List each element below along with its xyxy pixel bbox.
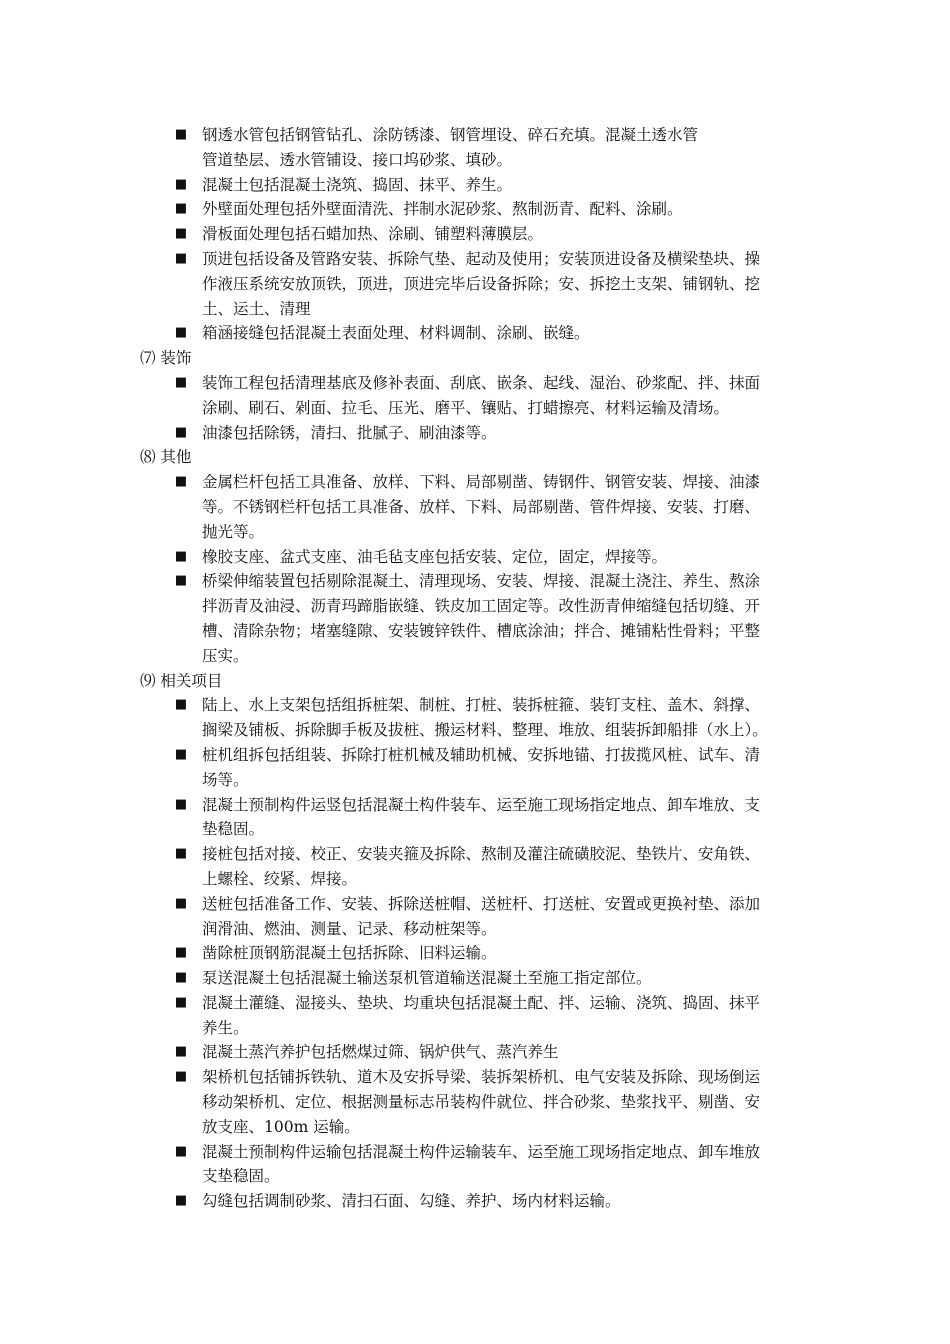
list-item-text: 勾缝包括调制砂浆、清扫石面、勾缝、养护、场内材料运输。 <box>202 1192 621 1211</box>
bullet-square-icon: ■ <box>174 746 188 762</box>
list-item-continuation: 土、运土、清理 <box>202 299 311 318</box>
list-item-text: 混凝土预制构件运输包括混凝土构件运输装车、运至施工现场指定地点、卸车堆放 <box>202 1142 761 1161</box>
list-item-text: 泵送混凝土包括混凝土输送泵机管道输送混凝土至施工指定部位。 <box>202 969 652 988</box>
list-item-text: 送桩包括准备工作、安装、拆除送桩帽、送桩杆、打送桩、安置或更换衬垫、添加 <box>202 894 761 913</box>
list-item-continuation: 压实。 <box>202 646 249 665</box>
list-item-continuation: 槽、清除杂物；堵塞缝隙、安装镀锌铁件、槽底涂油；拌合、摊铺粘性骨料；平整 <box>202 621 761 640</box>
list-item-text: 滑板面处理包括石蜡加热、涂刷、铺塑料薄膜层。 <box>202 225 544 244</box>
list-item-text: 混凝土蒸汽养护包括燃煤过筛、锅炉供气、蒸汽养生 <box>202 1043 559 1062</box>
document-body <box>140 123 820 1214</box>
list-item-text: 混凝土包括混凝土浇筑、捣固、抹平、养生。 <box>202 175 513 194</box>
bullet-square-icon: ■ <box>174 846 188 862</box>
bullet-square-icon: ■ <box>174 895 188 911</box>
bullet-square-icon: ■ <box>174 424 188 440</box>
list-item <box>140 421 820 446</box>
bullet-square-icon: ■ <box>174 226 188 242</box>
list-item-text: 架桥机包括铺拆铁轨、道木及安拆导梁、装拆架桥机、电气安装及拆除、现场倒运 <box>202 1068 761 1087</box>
list-item <box>140 222 820 247</box>
list-item-continuation: 养生。 <box>202 1018 249 1037</box>
bullet-square-icon: ■ <box>174 548 188 564</box>
bullet-square-icon: ■ <box>174 994 188 1010</box>
list-item <box>140 842 820 867</box>
bullet-square-icon: ■ <box>174 176 188 192</box>
list-item-continuation: 管道垫层、透水管铺设、接口坞砂浆、填砂。 <box>202 150 513 169</box>
list-item <box>140 793 820 818</box>
list-item-text: 金属栏杆包括工具准备、放样、下料、局部剔凿、铸钢件、钢管安装、焊接、油漆 <box>202 473 761 492</box>
list-item-continuation: 作液压系统安放顶铁，顶进，顶进完毕后设备拆除；安、拆挖土支架、铺钢轨、挖 <box>202 274 761 293</box>
list-item-continuation: 涂刷、刷石、剁面、拉毛、压光、磨平、镶贴、打蜡擦亮、材料运输及清场。 <box>202 398 730 417</box>
section-heading: ⑺ 装饰 <box>140 349 192 368</box>
list-item-continuation: 放支座、100m 运输。 <box>202 1117 360 1136</box>
list-item <box>140 371 820 396</box>
list-item-text: 凿除桩顶钢筋混凝土包括拆除、旧料运输。 <box>202 944 497 963</box>
bullet-square-icon: ■ <box>174 1069 188 1085</box>
list-item-text: 桥梁伸缩装置包括剔除混凝土、清理现场、安装、焊接、混凝土浇注、养生、熬涂 <box>202 572 761 591</box>
list-item <box>140 173 820 198</box>
list-item-continuation: 抛光等。 <box>202 522 265 541</box>
bullet-square-icon: ■ <box>174 325 188 341</box>
bullet-square-icon: ■ <box>174 796 188 812</box>
list-item <box>140 1065 820 1090</box>
list-item-text: 混凝土预制构件运竖包括混凝土构件装车、运至施工现场指定地点、卸车堆放、支 <box>202 795 761 814</box>
list-item-text: 油漆包括除锈，清扫、批腻子、刷油漆等。 <box>202 423 497 442</box>
list-item <box>140 123 820 148</box>
list-item <box>140 197 820 222</box>
list-item-text: 钢透水管包括钢管钻孔、涂防锈漆、钢管埋设、碎石充填。混凝土透水管 <box>202 126 699 144</box>
list-item <box>140 941 820 966</box>
list-item <box>140 247 820 272</box>
bullet-square-icon: ■ <box>174 1143 188 1159</box>
list-item <box>140 991 820 1016</box>
list-item <box>140 693 820 718</box>
list-item-continuation: 移动架桥机、定位、根据测量标志吊装构件就位、拌合砂浆、垫浆找平、剔凿、安 <box>202 1093 761 1112</box>
list-item <box>140 1189 820 1214</box>
list-item-continuation: 搁梁及铺板、拆除脚手板及拔桩、搬运材料、整理、堆放、组装拆卸船排（水上）。 <box>202 721 768 740</box>
bullet-square-icon: ■ <box>174 374 188 390</box>
bullet-square-icon: ■ <box>174 970 188 986</box>
list-item-text: 橡胶支座、盆式支座、油毛毡支座包括安装、定位，固定，焊接等。 <box>202 547 668 566</box>
list-item-text: 桩机组拆包括组装、拆除打桩机械及辅助机械、安拆地锚、打拔揽风桩、试车、清 <box>202 745 761 764</box>
list-item <box>140 569 820 594</box>
section-heading: ⑻ 其他 <box>140 448 192 467</box>
list-item <box>140 892 820 917</box>
section-heading: ⑼ 相关项目 <box>140 671 223 690</box>
list-item-text: 混凝土灌缝、湿接头、垫块、均重块包括混凝土配、拌、运输、浇筑、捣固、抹平 <box>202 993 761 1012</box>
list-item <box>140 743 820 768</box>
bullet-square-icon: ■ <box>174 127 188 142</box>
list-item-text: 接桩包括对接、校正、安装夹箍及拆除、熬制及灌注硫磺胶泥、垫铁片、安角铁、 <box>202 845 761 864</box>
list-item-continuation: 等。不锈钢栏杆包括工具准备、放样、下料、局部剔凿、管件焊接、安装、打磨、 <box>202 497 761 516</box>
list-item-continuation: 上螺栓、绞紧、焊接。 <box>202 869 358 888</box>
list-item-continuation: 支垫稳固。 <box>202 1167 280 1186</box>
list-item-continuation: 垫稳固。 <box>202 820 265 839</box>
list-item <box>140 470 820 495</box>
list-item-text: 外壁面处理包括外壁面清洗、拌制水泥砂浆、熬制沥青、配料、涂刷。 <box>202 200 683 219</box>
bullet-square-icon: ■ <box>174 201 188 217</box>
bullet-square-icon: ■ <box>174 250 188 266</box>
bullet-square-icon: ■ <box>174 1193 188 1209</box>
bullet-square-icon: ■ <box>174 1044 188 1060</box>
list-item-continuation: 场等。 <box>202 770 249 789</box>
list-item <box>140 1140 820 1165</box>
bullet-square-icon: ■ <box>174 474 188 490</box>
list-item-continuation: 润滑油、燃油、测量、记录、移动桩架等。 <box>202 919 497 938</box>
bullet-square-icon: ■ <box>174 573 188 589</box>
bullet-square-icon: ■ <box>174 945 188 961</box>
bullet-square-icon: ■ <box>174 697 188 713</box>
list-item-text: 陆上、水上支架包括组拆桩架、制桩、打桩、装拆桩箍、装钉支柱、盖木、斜撑、 <box>202 696 761 715</box>
list-item <box>140 321 820 346</box>
list-item <box>140 545 820 570</box>
list-item-continuation: 拌沥青及油浸、沥青玛蹄脂嵌缝、铁皮加工固定等。改性沥青伸缩缝包括切缝、开 <box>202 597 761 616</box>
list-item-text: 顶进包括设备及管路安装、拆除气垫、起动及使用；安装顶进设备及横梁垫块、操 <box>202 249 761 268</box>
list-item <box>140 1040 820 1065</box>
list-item-text: 箱涵接缝包括混凝土表面处理、材料调制、涂刷、嵌缝。 <box>202 324 590 343</box>
list-item-text: 装饰工程包括清理基底及修补表面、刮底、嵌条、起线、湿治、砂浆配、拌、抹面 <box>202 373 761 392</box>
list-item <box>140 966 820 991</box>
